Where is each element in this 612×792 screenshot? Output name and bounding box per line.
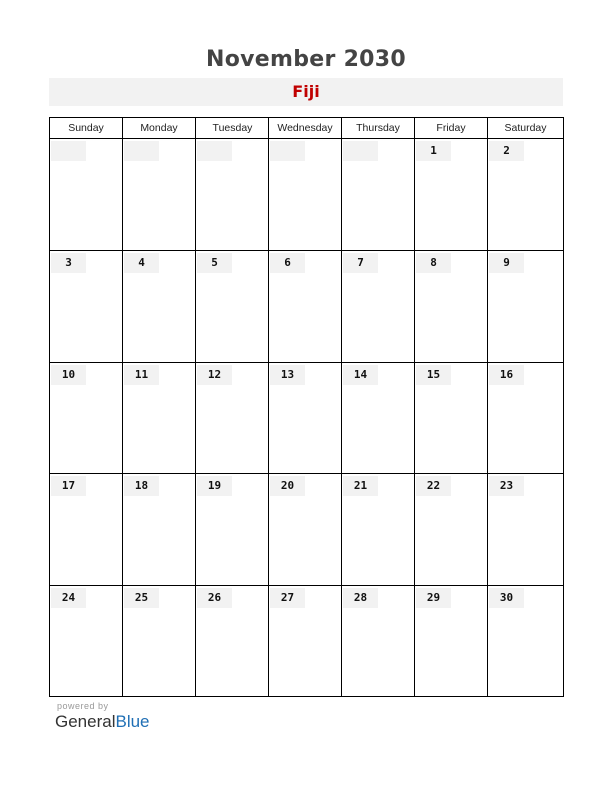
day-cell[interactable] <box>123 474 195 585</box>
day-number: 5 <box>197 253 232 273</box>
day-cell[interactable] <box>269 139 341 250</box>
day-cell[interactable] <box>50 363 122 473</box>
weekday-header-monday: Monday <box>140 122 178 134</box>
day-number: 9 <box>489 253 524 273</box>
day-number: 14 <box>343 365 378 385</box>
day-number: 6 <box>270 253 305 273</box>
day-cell[interactable] <box>415 474 487 585</box>
day-cell[interactable] <box>342 474 414 585</box>
day-cell[interactable] <box>342 251 414 362</box>
day-number: 26 <box>197 588 232 608</box>
day-cell[interactable] <box>50 251 122 362</box>
day-number: 3 <box>51 253 86 273</box>
day-number: 17 <box>51 476 86 496</box>
day-cell[interactable] <box>488 251 563 362</box>
weekday-header-saturday: Saturday <box>504 122 547 134</box>
day-cell[interactable] <box>269 474 341 585</box>
week-row <box>50 474 563 585</box>
day-number: 19 <box>197 476 232 496</box>
weekday-header-wednesday: Wednesday <box>277 122 333 134</box>
day-number: 30 <box>489 588 524 608</box>
day-cell[interactable] <box>196 139 268 250</box>
weekday-header-friday: Friday <box>436 122 466 134</box>
day-cell[interactable] <box>415 139 487 250</box>
powered-by-label: powered by <box>57 701 109 711</box>
day-number: 25 <box>124 588 159 608</box>
day-cell[interactable] <box>415 586 487 696</box>
week-row <box>50 363 563 473</box>
day-number: 8 <box>416 253 451 273</box>
day-number: 28 <box>343 588 378 608</box>
day-cell[interactable] <box>342 363 414 473</box>
weekday-header-sunday: Sunday <box>68 122 104 134</box>
brand-blue: Blue <box>115 712 150 731</box>
day-number: 16 <box>489 365 524 385</box>
day-number <box>124 141 159 161</box>
day-cell[interactable] <box>415 363 487 473</box>
day-number <box>51 141 86 161</box>
day-cell[interactable] <box>196 251 268 362</box>
weekday-header-thursday: Thursday <box>356 122 400 134</box>
day-number: 20 <box>270 476 305 496</box>
day-cell[interactable] <box>50 139 122 250</box>
week-row <box>50 139 563 250</box>
day-cell[interactable] <box>123 586 195 696</box>
day-cell[interactable] <box>123 363 195 473</box>
country-name: Fiji <box>292 82 320 101</box>
day-number: 15 <box>416 365 451 385</box>
day-number: 11 <box>124 365 159 385</box>
day-number: 21 <box>343 476 378 496</box>
day-cell[interactable] <box>488 139 563 250</box>
day-cell[interactable] <box>123 139 195 250</box>
day-number <box>343 141 378 161</box>
day-cell[interactable] <box>269 586 341 696</box>
day-number: 7 <box>343 253 378 273</box>
day-number: 29 <box>416 588 451 608</box>
calendar-title: November 2030 <box>205 47 407 72</box>
day-number: 23 <box>489 476 524 496</box>
calendar-grid <box>49 117 564 697</box>
day-number: 12 <box>197 365 232 385</box>
weekday-header-tuesday: Tuesday <box>212 122 253 134</box>
week-row <box>50 586 563 696</box>
generalblue-logo[interactable] <box>55 712 150 732</box>
day-cell[interactable] <box>196 586 268 696</box>
day-cell[interactable] <box>269 251 341 362</box>
day-cell[interactable] <box>415 251 487 362</box>
day-cell[interactable] <box>342 586 414 696</box>
day-number: 10 <box>51 365 86 385</box>
day-number: 22 <box>416 476 451 496</box>
day-cell[interactable] <box>50 474 122 585</box>
day-number <box>197 141 232 161</box>
day-cell[interactable] <box>488 586 563 696</box>
day-cell[interactable] <box>123 251 195 362</box>
day-number: 13 <box>270 365 305 385</box>
day-number: 18 <box>124 476 159 496</box>
day-number: 27 <box>270 588 305 608</box>
country-banner <box>49 78 563 106</box>
day-cell[interactable] <box>196 474 268 585</box>
day-cell[interactable] <box>50 586 122 696</box>
day-cell[interactable] <box>342 139 414 250</box>
day-number: 1 <box>416 141 451 161</box>
day-number: 24 <box>51 588 86 608</box>
week-row <box>50 251 563 362</box>
day-number <box>270 141 305 161</box>
day-cell[interactable] <box>488 474 563 585</box>
brand-general: General <box>55 712 116 731</box>
day-number: 2 <box>489 141 524 161</box>
day-number: 4 <box>124 253 159 273</box>
day-cell[interactable] <box>196 363 268 473</box>
day-cell[interactable] <box>488 363 563 473</box>
day-cell[interactable] <box>269 363 341 473</box>
